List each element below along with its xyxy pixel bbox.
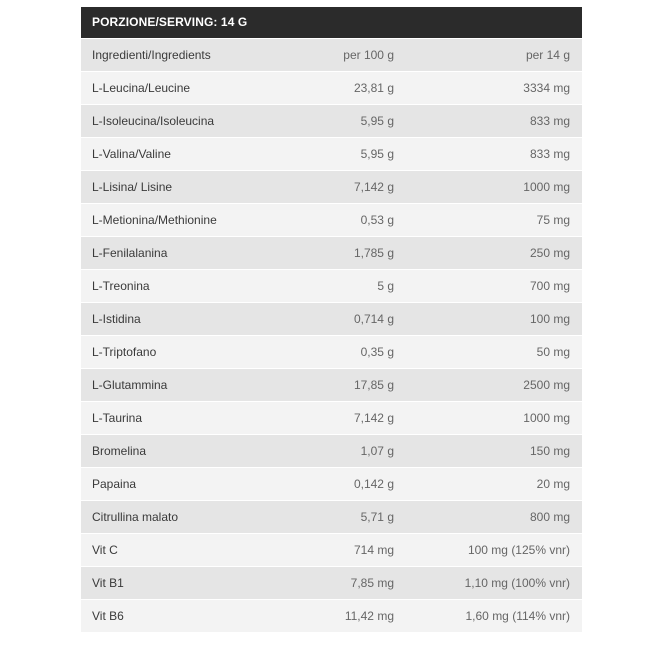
per-14g-value: 75 mg <box>536 213 570 227</box>
per-14g-value: 20 mg <box>536 477 570 491</box>
per-100g-value: 5 g <box>377 279 394 293</box>
ingredient-name: L-Taurina <box>92 411 143 425</box>
per-100g-value: 714 mg <box>353 543 394 557</box>
nutrition-table <box>81 7 582 632</box>
per-14g-value: 833 mg <box>529 114 570 128</box>
per-100g-value: 7,85 mg <box>350 576 394 590</box>
per-100g-value: 0,35 g <box>360 345 394 359</box>
ingredient-name: L-Leucina/Leucine <box>92 81 191 95</box>
per-14g-value: 50 mg <box>536 345 570 359</box>
ingredient-name: L-Glutammina <box>92 378 168 392</box>
ingredient-name: Citrullina malato <box>92 510 179 524</box>
per-14g-value: 1,10 mg (100% vnr) <box>464 576 570 590</box>
per-14g-value: 1000 mg <box>523 180 570 194</box>
table-row <box>81 434 582 467</box>
per-100g-value: 0,714 g <box>353 312 394 326</box>
per-14g-value: per 14 g <box>525 48 570 62</box>
per-14g-value: 1000 mg <box>523 411 570 425</box>
per-14g-value: 100 mg <box>529 312 570 326</box>
table-row <box>81 566 582 599</box>
table-row <box>81 71 582 104</box>
ingredient-name: Vit B6 <box>92 609 124 623</box>
table-row <box>81 533 582 566</box>
table-row <box>81 500 582 533</box>
table-row <box>81 104 582 137</box>
table-header-row <box>81 38 582 71</box>
per-100g-value: 7,142 g <box>353 180 394 194</box>
table-row <box>81 467 582 500</box>
ingredient-name: L-Istidina <box>92 312 141 326</box>
per-100g-value: 23,81 g <box>353 81 394 95</box>
per-100g-value: per 100 g <box>343 48 394 62</box>
table-row <box>81 302 582 335</box>
table-row <box>81 236 582 269</box>
serving-size-header: PORZIONE/SERVING: 14 G <box>81 7 582 38</box>
ingredient-name: Vit B1 <box>92 576 124 590</box>
per-100g-value: 5,95 g <box>360 114 394 128</box>
per-14g-value: 150 mg <box>529 444 570 458</box>
ingredient-name: L-Valina/Valine <box>92 147 171 161</box>
per-14g-value: 800 mg <box>529 510 570 524</box>
per-14g-value: 833 mg <box>529 147 570 161</box>
table-row <box>81 170 582 203</box>
per-14g-value: 2500 mg <box>523 378 570 392</box>
per-100g-value: 1,785 g <box>353 246 394 260</box>
table-row <box>81 401 582 434</box>
ingredient-name: Vit C <box>92 543 118 557</box>
per-14g-value: 3334 mg <box>523 81 570 95</box>
per-14g-value: 700 mg <box>529 279 570 293</box>
ingredient-name: Papaina <box>92 477 137 491</box>
per-100g-value: 7,142 g <box>353 411 394 425</box>
per-100g-value: 0,142 g <box>353 477 394 491</box>
per-100g-value: 1,07 g <box>360 444 394 458</box>
table-row <box>81 269 582 302</box>
table-row <box>81 203 582 236</box>
per-14g-value: 1,60 mg (114% vnr) <box>465 609 570 623</box>
table-row <box>81 368 582 401</box>
ingredient-name: L-Fenilalanina <box>92 246 168 260</box>
per-14g-value: 100 mg (125% vnr) <box>467 543 570 557</box>
ingredient-name: L-Lisina/ Lisine <box>92 180 173 194</box>
per-100g-value: 0,53 g <box>360 213 394 227</box>
ingredient-name: L-Isoleucina/Isoleucina <box>92 114 215 128</box>
ingredient-name: L-Triptofano <box>92 345 157 359</box>
table-row <box>81 599 582 632</box>
ingredient-name: Ingredienti/Ingredients <box>92 48 211 62</box>
table-row <box>81 335 582 368</box>
ingredient-name: L-Metionina/Methionine <box>92 213 217 227</box>
per-100g-value: 5,71 g <box>360 510 394 524</box>
per-14g-value: 250 mg <box>529 246 570 260</box>
ingredient-name: Bromelina <box>92 444 147 458</box>
per-100g-value: 5,95 g <box>360 147 394 161</box>
per-100g-value: 11,42 mg <box>344 609 394 623</box>
table-body <box>81 38 582 632</box>
table-row <box>81 137 582 170</box>
per-100g-value: 17,85 g <box>353 378 394 392</box>
ingredient-name: L-Treonina <box>92 279 150 293</box>
